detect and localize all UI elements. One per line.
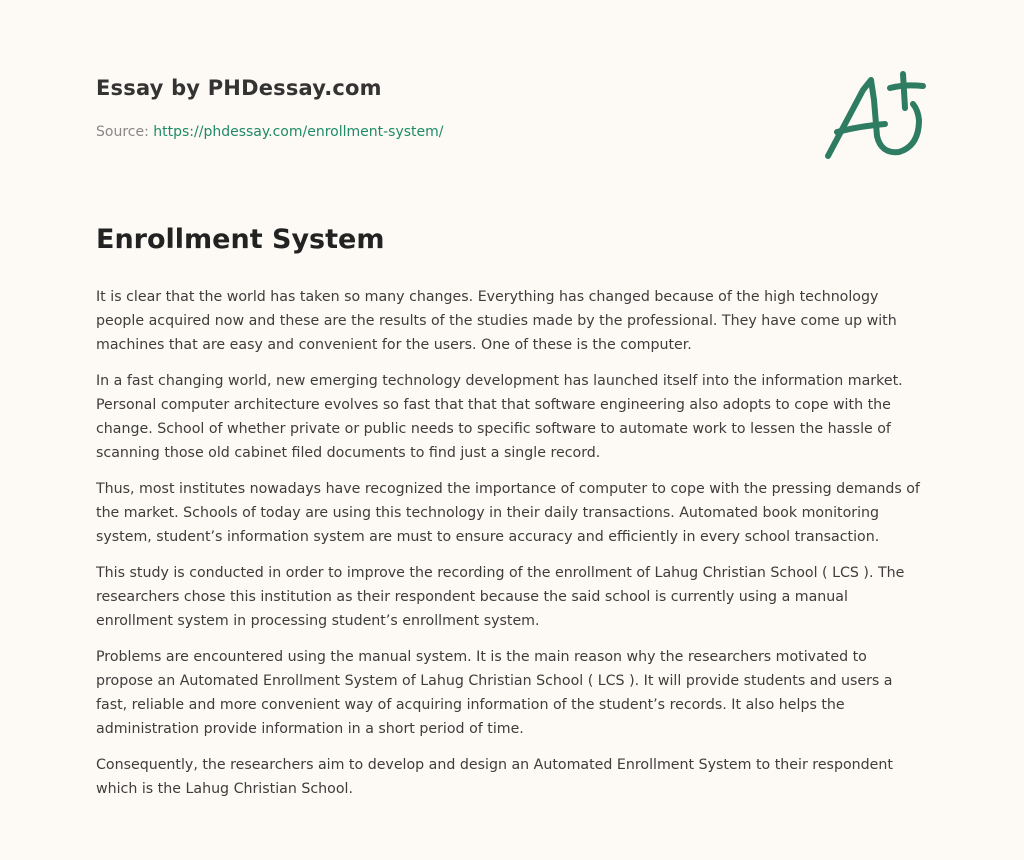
paragraph: Problems are encountered using the manual system. It is the main reason why the researchers motivated to propose an Automated Enrollment System of Lahug Christian School ( LCS ). It will provide students and users a fast, reliable and more convenient way of acquiring information of the student’s records. It also helps the administration provide information in a short period of time.	[96, 649, 893, 737]
site-brand: Essay by PHDessay.com	[96, 76, 382, 100]
paragraph: Thus, most institutes nowadays have recognized the importance of computer to cope with the pressing demands of the market. Schools of today are using this technology in their daily transactions. Automated book monitoring system, student’s information system are must to ensure accuracy and efficiently in every school transaction.	[96, 481, 920, 545]
essay-title: Enrollment System	[96, 224, 385, 255]
paragraph: In a fast changing world, new emerging technology development has launched itself into the information market. Personal computer architecture evolves so fast that that that software engineering also adopts to cope with the change. School of whether private or public needs to specific software to automate work to lessen the hassle of scanning those old cabinet filed documents to find just a single record.	[96, 373, 903, 461]
paragraph: It is clear that the world has taken so many changes. Everything has changed because of the high technology people acquired now and these are the results of the studies made by the professional. They have come up with machines that are easy and convenient for the users. One of these is the computer.	[96, 289, 897, 353]
source-line	[96, 124, 444, 140]
source-link[interactable]: https://phdessay.com/enrollment-system/	[153, 124, 444, 140]
a-plus-logo-icon	[815, 60, 935, 170]
essay-body	[96, 285, 926, 813]
source-label: Source:	[96, 124, 149, 140]
paragraph: Consequently, the researchers aim to develop and design an Automated Enrollment System to their respondent which is the Lahug Christian School.	[96, 757, 893, 797]
paragraph: This study is conducted in order to improve the recording of the enrollment of Lahug Christian School ( LCS ). The researchers chose this institution as their respondent because the said school is currently using a manual enrollment system in processing student’s enrollment system.	[96, 565, 905, 629]
